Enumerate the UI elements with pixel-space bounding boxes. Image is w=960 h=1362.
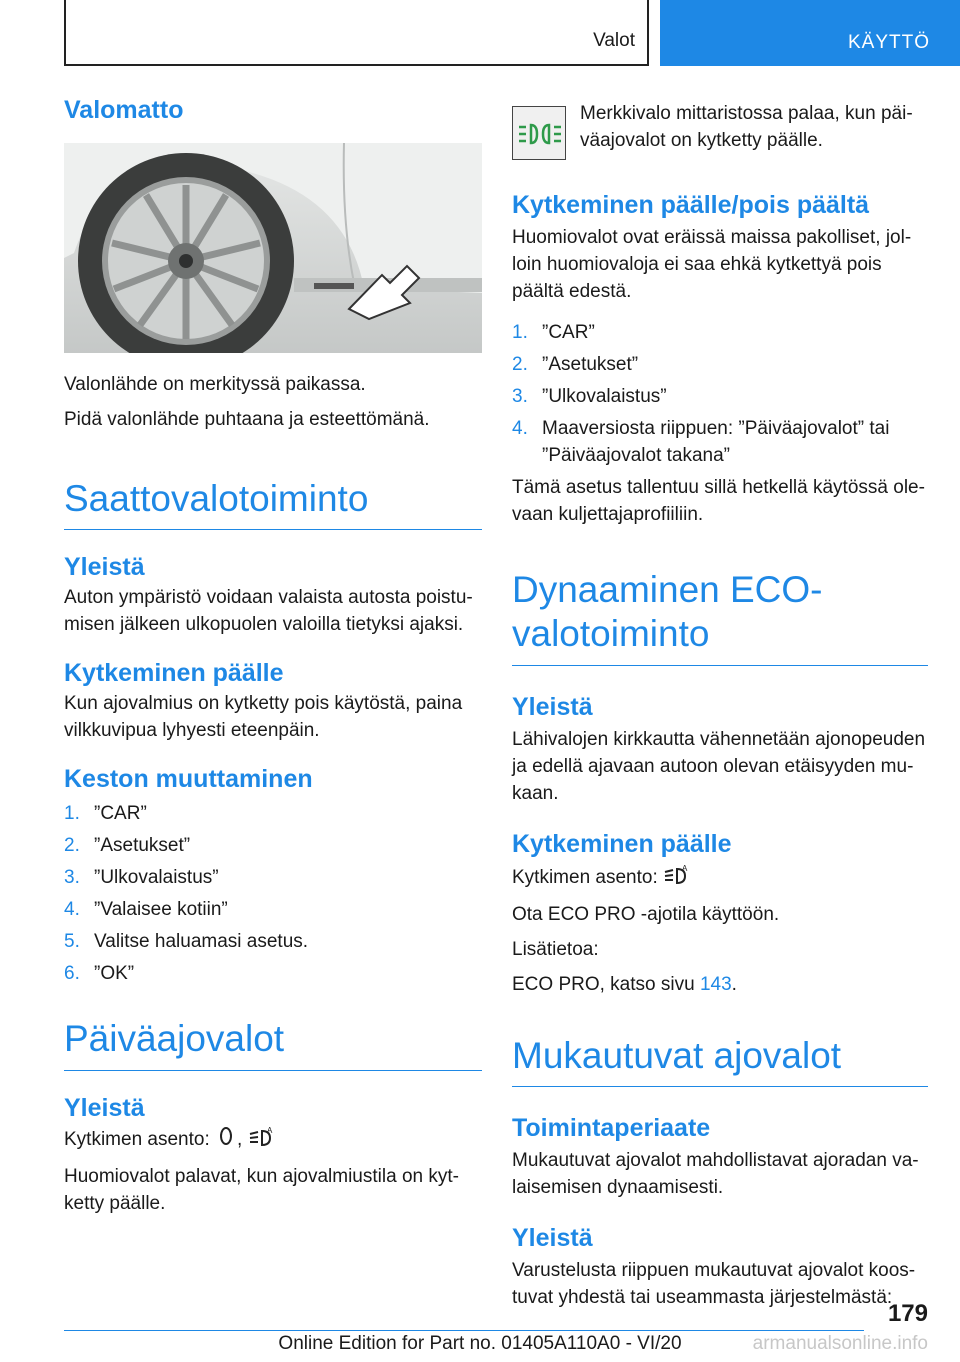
escort-heading: Saattovalotoiminto bbox=[64, 477, 482, 530]
footer-watermark: armanualsonline.info bbox=[752, 1333, 928, 1354]
adaptive-heading: Mukautuvat ajovalot bbox=[512, 1034, 928, 1087]
list-item: 3. ”Ulkovalaistus” bbox=[64, 867, 219, 889]
adaptive-general-heading: Yleistä bbox=[512, 1224, 593, 1253]
escort-general-heading: Yleistä bbox=[64, 553, 145, 582]
onoff-steps-list bbox=[512, 319, 928, 469]
page-reference-link[interactable]: 143 bbox=[699, 973, 732, 995]
list-item: 4. ”Valaisee kotiin” bbox=[64, 899, 228, 921]
eco-reference: ECO PRO, katso sivu 143. bbox=[512, 973, 737, 995]
header-chapter-tab bbox=[660, 0, 960, 66]
switch-off-icon bbox=[215, 1125, 237, 1155]
adaptive-principle-text: Mukautuvat ajovalot mahdollistavat ajoradan valaisemisen dynaamisesti. bbox=[512, 1150, 919, 1199]
daytime-switch-label: Kytkimen asento: bbox=[64, 1128, 210, 1150]
onoff-heading: Kytkeminen päälle/pois päältä bbox=[512, 191, 870, 219]
escort-duration-heading: Keston muuttaminen bbox=[64, 765, 313, 794]
page-number: 179 bbox=[887, 1300, 928, 1327]
indicator-text: Merkkivalo mittaristossa palaa, kun päiväajovalot on kytketty päälle. bbox=[580, 103, 913, 151]
light-mat-text-2: Pidä valonlähde puhtaana ja esteettömänä. bbox=[64, 409, 430, 430]
escort-on-heading: Kytkeminen päälle bbox=[64, 659, 284, 688]
left-column bbox=[64, 95, 482, 1217]
daytime-general-heading: Yleistä bbox=[64, 1093, 145, 1122]
list-item: 6. ”OK” bbox=[64, 963, 135, 985]
auto-headlight-icon bbox=[248, 1125, 276, 1155]
auto-headlight-icon bbox=[663, 863, 691, 893]
footer-divider bbox=[64, 1330, 864, 1331]
eco-switch-label: Kytkimen asento: bbox=[512, 866, 658, 888]
header-section-title: Valot bbox=[593, 30, 635, 51]
car-wheel-illustration bbox=[64, 143, 482, 353]
eco-more-label: Lisätietoa: bbox=[512, 938, 599, 960]
eco-activate-text: Ota ECO PRO -ajotila käyttöön. bbox=[512, 903, 780, 925]
eco-reference-text: ECO PRO, katso sivu bbox=[512, 973, 700, 995]
list-item: 2. ”Asetukset” bbox=[512, 354, 639, 375]
svg-text:A: A bbox=[682, 863, 688, 873]
daytime-heading: Päiväajovalot bbox=[64, 1017, 482, 1070]
escort-steps-list bbox=[64, 800, 482, 987]
light-mat-heading: Valomatto bbox=[64, 96, 184, 124]
eco-general-heading: Yleistä bbox=[512, 692, 593, 721]
list-item: 5. Valitse haluamasi asetus. bbox=[64, 931, 309, 953]
save-profile-text: Tämä asetus tallentuu sillä hetkellä käytössä olevaan kuljettajaprofiiliin. bbox=[512, 477, 925, 525]
list-item: 2. ”Asetukset” bbox=[64, 835, 191, 857]
footer-edition: Online Edition for Part no. 01405A110A0 - VI/20 bbox=[278, 1333, 682, 1354]
indicator-row bbox=[512, 103, 928, 160]
eco-on-heading: Kytkeminen päälle bbox=[512, 829, 732, 858]
onoff-text: Huomiovalot ovat eräissä maissa pakolliset, jolloin huomiovaloja ei saa ehkä kytkettyä pois päältä edestä. bbox=[512, 227, 912, 302]
eco-switch-line bbox=[512, 863, 928, 893]
adaptive-general-text: Varustelusta riippuen mukautuvat ajovalot koostuvat yhdestä tai useammasta järjestelmästä: bbox=[512, 1260, 916, 1309]
list-item: 3. ”Ulkovalaistus” bbox=[512, 386, 667, 407]
light-mat-text-1: Valonlähde on merkityssä paikassa. bbox=[64, 374, 366, 395]
eco-general-text: Lähivalojen kirkkautta vähennetään ajonopeuden ja edellä ajavaan autoon olevan etäisyyden mukaan. bbox=[512, 728, 926, 804]
daytime-switch-separator: , bbox=[237, 1128, 243, 1150]
escort-on-text: Kun ajovalmius on kytketty pois käytöstä, paina vilkkuvipua lyhyesti eteenpäin. bbox=[64, 693, 463, 742]
svg-text:A: A bbox=[266, 1125, 272, 1135]
header-section-box bbox=[64, 0, 649, 66]
list-item: 1. ”CAR” bbox=[512, 322, 595, 343]
daytime-text: Huomiovalot palavat, kun ajovalmiustila on kytketty päälle. bbox=[64, 1165, 459, 1214]
right-column bbox=[512, 103, 928, 1311]
list-item: 4. Maaversiosta riippuen: ”Päiväajovalot” tai ”Päiväajovalot takana” bbox=[512, 418, 890, 466]
eco-heading: Dynaaminen ECO-valotoiminto bbox=[512, 568, 928, 666]
light-mat-photo bbox=[64, 143, 482, 353]
adaptive-principle-heading: Toimintaperiaate bbox=[512, 1114, 711, 1143]
escort-general-text: Auton ympäristö voidaan valaista autosta poistumisen jälkeen ulkopuolen valoilla tietyksi ajaksi. bbox=[64, 587, 473, 636]
list-item: 1. ”CAR” bbox=[64, 803, 147, 825]
header-chapter-title: KÄYTTÖ bbox=[847, 32, 930, 53]
daytime-switch-line bbox=[64, 1125, 482, 1155]
daytime-indicator-icon bbox=[512, 106, 566, 160]
